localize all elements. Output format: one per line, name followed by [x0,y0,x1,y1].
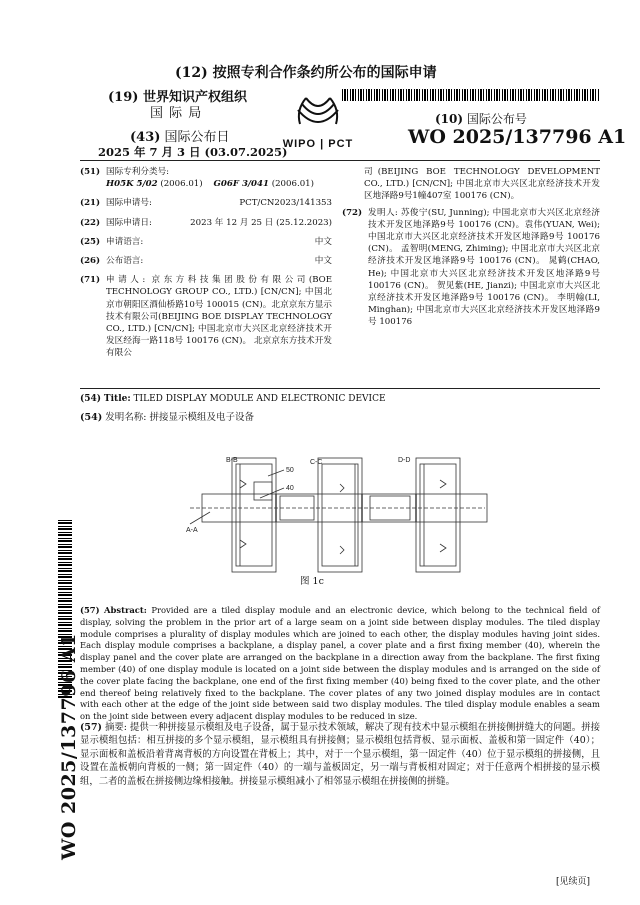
biblio-divider [80,388,600,389]
field-label: Title: [103,394,131,404]
field-22 [80,217,332,229]
ipc-year: (2006.01) [271,179,314,190]
figure-1c [180,450,490,590]
field-value: 2023 年 12 月 25 日 (25.12.2023) [190,217,332,228]
field-72 [342,207,600,329]
field-num: (54) [80,412,103,423]
pub-date-label-row [130,126,230,145]
pub-date-value: 2025 年 7 月 3 日 (03.07.2025) [98,145,288,159]
header-divider [80,160,600,161]
barcode [342,89,600,101]
field-label: 国际专利分类号: [106,167,170,177]
field-label: Abstract: [104,605,147,615]
abstract-cn-text: 提供一种拼接显示模组及电子设备，属于显示技术领域，解决了现有技术中显示模组在拼接侧拼缝大的问题。拼接显示模组包括：相互拼接的多个显示模组，显示模组具有拼接侧；显示模组包括背板、显示面板、盖板和第一固定件（40）；显示面板和盖板沿着背离背板的方向设置在背板上；其中，对于一个显示模组，第一固定件（40）位于显示模组的拼接侧，且设置在盖板朝向背板的一侧；第一固定件（40）的一端与盖板固定，另一端与背板相对固定；对于任意两个相拼接的显示模组，二者的盖板在拼接侧边缘相接触。拼接显示模组减小了相邻显示模组在拼接侧的拼缝。 [80,722,600,787]
ipc-year: (2006.01) [160,179,203,190]
field-num: (71) [80,275,101,286]
continued-note: [见续页] [556,877,591,887]
org-name-text: 世界知识产权组织 [142,90,247,105]
field-label: 发明名称: [105,412,147,423]
field-label: 公布语言: [106,256,144,267]
field-num: (19) [108,90,139,105]
field-num: (57) [80,722,102,733]
figure-label: C-C [310,459,323,466]
title-cn: 拼接显示模组及电子设备 [149,412,254,423]
ipc-classes [80,178,332,190]
field-value: 中文 [314,236,332,247]
abstract-en-text: Provided are a tiled display module and an electronic device, which belong to the technical field of display, solving the problem in the prior art of a large seam on a joint side between display modules. The tiled display module comprises a plurality of display modules which are joined to each other, the display modules having joint sides. Each display module comprises a backplane, a display panel, a cover plate and a first fixing member (40), wherein the display panel and the cover plate are arranged on the backplane in a direction away from the backplane. The first fixing member (40) of one display module is located on a joint side between the display modules and is arranged on the side of the cover plate facing the backplane, one end of the first fixing member (40) being fixed to the cover plate, and the other end thereof being relatively fixed to the backplane. The cover plates of any two joined display modules are in contact with each other at the edge of the joint side between said two display modules. The tiled display module enables a seam on the joint side between every adjacent display modules to be reduced in size. [80,605,600,722]
biblio-right [342,166,600,329]
pub-date-label: 国际公布日 [164,130,230,145]
figure-label: 40 [286,485,294,492]
figure-label: A-A [186,527,198,534]
abstract-cn [80,721,600,788]
field-num: (51) [80,167,101,177]
field-26 [80,255,332,267]
field-label: 申请语言: [106,236,144,247]
abstract-en [80,605,600,723]
ipc-class: H05K 5/02 [106,179,158,190]
title-cn-row [80,412,254,424]
field-label: 国际申请号: [106,198,152,209]
biblio-left [80,166,332,360]
field-num: (57) [80,605,100,615]
field-label: 摘要: [104,722,127,733]
field-25 [80,236,332,248]
tiled-display-drawing [180,450,490,590]
field-num: (54) [80,394,102,404]
field-num: (72) [342,207,363,218]
pub-no-value: WO 2025/137796 A1 [408,126,627,148]
field-num: (22) [80,217,101,228]
figure-caption: 图 1c [300,576,324,587]
field-num: (43) [130,130,161,145]
wipo-logo [270,92,366,156]
field-21 [80,197,332,209]
title-en: TILED DISPLAY MODULE AND ELECTRONIC DEVICE [133,394,386,404]
field-71 [80,274,332,359]
figure-label: 50 [286,467,294,474]
field-51 [80,166,332,178]
field-label: 国际申请日: [106,217,152,228]
wipo-pct-text: WIPO | PCT [282,138,354,150]
ipc-class: G06F 3/041 [213,179,269,190]
figure-label: D-D [398,457,411,464]
figure-label: B-B [226,457,238,464]
field-num: (25) [80,236,101,247]
side-pub-number: WO 2025/137796 A1 [58,633,80,860]
field-num: (10) [435,112,464,126]
pub-no-label-row [435,110,527,127]
field-num: (26) [80,256,101,267]
field-value: 中文 [314,256,332,267]
pub-no-label: 国际公布号 [466,112,527,126]
inventors-text: 发明人: 苏俊宁(SU, Junning); 中国北京市大兴区北京经济技术开发区地泽路9号 100176 (CN)。袁伟(YUAN, Wei); 中国北京市大兴区北京经济技术开发区地泽路9号 100176 (CN)。 孟智明(MENG, Zhiming); 中国北京市大兴区北京经济技术开发区地泽路9号 100176 (CN)。 晁鹤(CHAO, He); 中国北京市大兴区北京经济技术开发区地泽路9号 100176 (CN)。 贺见紫(HE, Jianzi); 中国北京市大兴区北京经济技术开发区地泽路9号 100176 (CN)。 李明翰(LI, Minghan); 中国北京市大兴区北京经济技术开发区地泽路9号 100176 [368,207,600,328]
publication-type-line: (12) 按照专利合作条约所公布的国际申请 [175,65,437,81]
applicants-text: 申请人: 京东方科技集团股份有限公司(BOE TECHNOLOGY GROUP CO., LTD.) [CN/CN]; 中国北京市朝阳区酒仙桥路10号 100015 (CN)。北京京东方显示技术有限公司(BEIJING BOE DISPLAY TECHNOLOGY CO., LTD.) [CN/CN]; 中国北京市大兴区北京经济技术开发区经海一路118号 100176 (CN)。 北京京东方技术开发有限公 [106,275,332,359]
field-value: PCT/CN2023/141353 [239,198,332,209]
applicant-continued: 司(BEIJING BOE TECHNOLOGY DEVELOPMENT CO., LTD.) [CN/CN]; 中国北京市大兴区北京经济技术开发区地泽路9号1幢407室 100176 (CN)。 [364,167,600,202]
org-bureau: 国 际 局 [150,106,203,121]
field-num: (21) [80,198,101,209]
title-en-row [80,393,386,405]
